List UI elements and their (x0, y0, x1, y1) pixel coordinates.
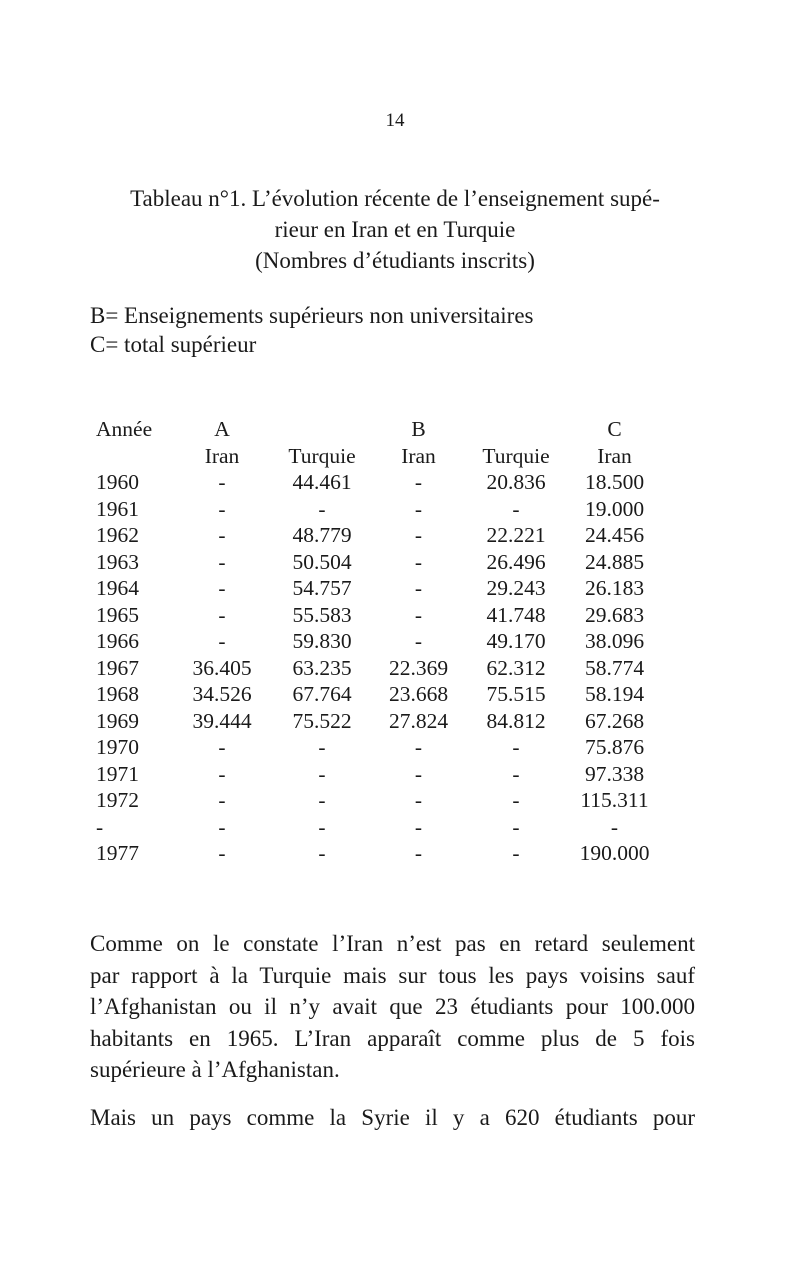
cell-b-turquie: 41.748 (486, 602, 546, 627)
cell-a-iran: - (218, 735, 226, 759)
cell-a-turquie: - (318, 496, 326, 521)
cell-c-iran: 97.338 (584, 761, 645, 786)
cell-b-turquie: 62.312 (486, 655, 546, 680)
cell-year: 1972 (96, 788, 139, 812)
caption-line: Tableau n°1. L’évolution récente de l’enseignement supé- (130, 186, 660, 211)
cell-c-iran: 115.311 (580, 788, 649, 812)
table-row (96, 469, 652, 496)
table-row (96, 655, 652, 682)
cell-a-turquie: 44.461 (292, 470, 352, 494)
table-row (96, 628, 652, 655)
cell-a-turquie: - (318, 841, 326, 865)
cell-c-iran: 18.500 (584, 470, 645, 494)
cell-c-iran: 24.885 (584, 549, 645, 574)
cell-year: 1971 (96, 761, 139, 786)
table-row (96, 787, 652, 814)
cell-c-iran: 38.096 (584, 629, 645, 653)
header-group-a: A (214, 417, 230, 441)
cell-b-turquie: - (512, 788, 520, 812)
header-group-b: B (411, 417, 426, 441)
cell-c-iran: 75.876 (584, 735, 645, 759)
cell-a-turquie: - (318, 814, 326, 839)
cell-year: 1960 (96, 470, 139, 494)
table-row (96, 496, 652, 523)
cell-a-turquie: - (318, 735, 326, 759)
header-empty (455, 416, 577, 443)
cell-a-turquie: 55.583 (292, 602, 352, 627)
cell-b-turquie: - (512, 814, 520, 839)
cell-b-turquie: - (512, 735, 520, 759)
cell-b-turquie: 29.243 (486, 576, 546, 600)
body-paragraph-2 (90, 1102, 695, 1134)
cell-a-iran: - (218, 788, 226, 812)
cell-a-iran: 34.526 (192, 682, 252, 706)
table-row (96, 814, 652, 841)
body-paragraph-1 (90, 928, 695, 1086)
table-row (96, 575, 652, 602)
cell-c-iran: 26.183 (584, 576, 645, 600)
cell-b-iran: 23.668 (388, 682, 449, 706)
enrollment-table (96, 416, 652, 867)
cell-b-iran: - (414, 788, 423, 812)
cell-a-turquie: 54.757 (292, 576, 352, 600)
header-group-c: C (607, 417, 622, 441)
paragraph-line: supérieure à l’Afghanistan. (90, 1057, 340, 1082)
cell-c-iran: 67.268 (584, 708, 645, 733)
cell-a-iran: - (218, 470, 226, 494)
cell-b-iran: - (414, 549, 423, 574)
cell-a-iran: - (218, 576, 226, 600)
subheader-empty (96, 443, 182, 470)
cell-b-iran: - (414, 761, 423, 786)
cell-b-iran: 27.824 (388, 708, 449, 733)
cell-b-iran: - (414, 841, 423, 865)
cell-c-iran: 24.456 (584, 523, 645, 547)
cell-c-iran: 19.000 (584, 496, 645, 521)
header-year: Année (96, 417, 153, 441)
cell-year: 1966 (96, 629, 139, 653)
subheader-c-iran: Iran (597, 443, 632, 468)
subheader-b-turquie: Turquie (482, 443, 550, 468)
cell-b-iran: 22.369 (388, 655, 449, 680)
caption-line: (Nombres d’étudiants inscrits) (255, 248, 535, 273)
cell-a-iran: - (218, 814, 226, 839)
cell-b-turquie: 75.515 (486, 682, 546, 706)
group-header-row (96, 416, 652, 443)
cell-b-iran: - (414, 576, 423, 600)
cell-b-iran: - (414, 629, 423, 653)
cell-year: 1963 (96, 549, 139, 574)
cell-b-iran: - (414, 470, 423, 494)
cell-b-turquie: - (512, 841, 520, 865)
cell-a-iran: - (218, 602, 226, 627)
paragraph-line: par rapport à la Turquie mais sur tous les pays voisins sauf (90, 962, 695, 988)
table-row (96, 761, 652, 788)
cell-b-turquie: 26.496 (486, 549, 546, 574)
table-body (96, 469, 652, 867)
cell-c-iran: - (610, 814, 619, 839)
cell-c-iran: 190.000 (579, 841, 650, 865)
cell-b-turquie: - (512, 496, 520, 521)
cell-a-iran: - (218, 496, 226, 521)
cell-year: 1961 (96, 496, 139, 521)
table-row (96, 602, 652, 629)
cell-b-iran: - (414, 523, 423, 547)
cell-b-turquie: 84.812 (486, 708, 546, 733)
legend-line-c: C= total supérieur (90, 332, 257, 357)
cell-b-iran: - (414, 602, 423, 627)
cell-year: 1969 (96, 708, 139, 733)
cell-c-iran: 58.194 (584, 682, 645, 706)
cell-b-iran: - (414, 814, 423, 839)
page-number: 14 (385, 110, 405, 131)
cell-b-turquie: 20.836 (486, 470, 546, 494)
cell-a-iran: 39.444 (192, 708, 252, 733)
paragraph-line: l’Afghanistan ou il n’y avait que 23 étudiants pour 100.000 (90, 994, 695, 1019)
cell-a-iran: - (218, 549, 226, 574)
cell-c-iran: 58.774 (584, 655, 645, 680)
cell-a-turquie: 63.235 (292, 655, 352, 680)
paragraph-line: Mais un pays comme la Syrie il y a 620 étudiants pour (90, 1105, 695, 1130)
cell-year: - (96, 814, 104, 839)
header-empty (262, 416, 382, 443)
cell-a-turquie: 59.830 (292, 629, 352, 653)
table-row (96, 734, 652, 761)
table-row (96, 681, 652, 708)
cell-year: 1967 (96, 655, 139, 680)
caption-line: rieur en Iran et en Turquie (274, 217, 516, 242)
cell-b-iran: - (414, 496, 423, 521)
table-row (96, 522, 652, 549)
cell-a-turquie: 75.522 (292, 708, 352, 733)
cell-year: 1965 (96, 602, 139, 627)
subheader-b-iran: Iran (401, 443, 436, 468)
table-row (96, 708, 652, 735)
table-legend (90, 301, 534, 359)
paragraph-line: Comme on le constate l’Iran n’est pas en retard seulement (90, 931, 695, 956)
cell-a-iran: 36.405 (192, 655, 252, 680)
table-row (96, 840, 652, 867)
subheader-a-turquie: Turquie (288, 443, 356, 468)
cell-a-turquie: 50.504 (292, 549, 352, 574)
cell-a-iran: - (218, 841, 226, 865)
cell-year: 1964 (96, 576, 139, 600)
cell-b-turquie: 22.221 (486, 523, 546, 547)
table-row (96, 549, 652, 576)
cell-b-iran: - (414, 735, 423, 759)
sub-header-row (96, 443, 652, 470)
cell-a-turquie: 48.779 (292, 523, 352, 547)
cell-year: 1970 (96, 735, 139, 759)
cell-a-turquie: - (318, 788, 326, 812)
cell-c-iran: 29.683 (584, 602, 645, 627)
cell-year: 1977 (96, 841, 139, 865)
cell-a-turquie: - (318, 761, 326, 786)
subheader-a-iran: Iran (204, 443, 240, 468)
cell-a-iran: - (218, 629, 226, 653)
cell-b-turquie: 49.170 (486, 629, 546, 653)
paragraph-line: habitants en 1965. L’Iran apparaît comme plus de 5 fois (90, 1025, 695, 1051)
cell-year: 1968 (96, 682, 139, 706)
cell-a-iran: - (218, 523, 226, 547)
legend-line-b: B= Enseignements supérieurs non universitaires (90, 303, 534, 328)
cell-b-turquie: - (512, 761, 520, 786)
cell-year: 1962 (96, 523, 139, 547)
table-caption (90, 183, 700, 276)
cell-a-turquie: 67.764 (292, 682, 352, 706)
cell-a-iran: - (218, 761, 226, 786)
